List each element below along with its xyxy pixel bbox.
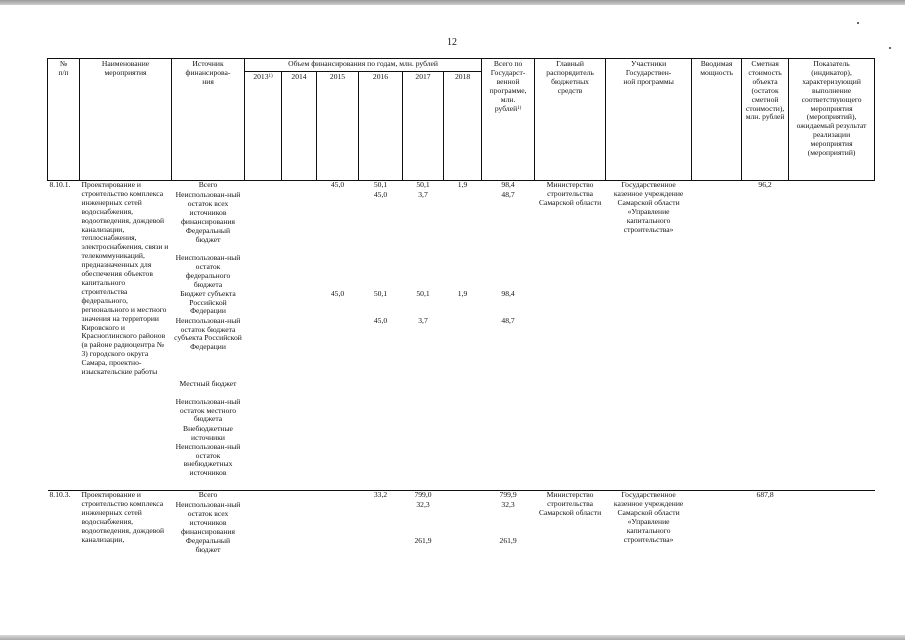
value-2015 <box>317 501 359 537</box>
value-2017 <box>403 443 444 479</box>
value-2013 <box>245 501 282 537</box>
funding-source: Бюджет субъекта Российской Федерации <box>180 289 236 316</box>
value-2018 <box>444 443 482 479</box>
value-2016 <box>359 537 403 555</box>
value-2018 <box>444 491 482 502</box>
funding-source: Неиспользован-ный остаток бюджета субъекта Российской Федерации <box>174 316 242 352</box>
value-total <box>482 398 535 425</box>
budget-manager: Министерство строительства Самарской области <box>535 181 606 479</box>
value-2016 <box>359 443 403 479</box>
value-2016: 45,0 <box>373 191 388 199</box>
table-row <box>48 491 875 502</box>
value-2018 <box>444 317 482 380</box>
value-2015 <box>317 317 359 380</box>
value-2015: 45,0 <box>330 289 345 298</box>
capacity-cell <box>692 181 742 479</box>
value-2017 <box>403 254 444 290</box>
scan-speck <box>857 22 859 24</box>
header-manager: Главный распорядитель бюджетных средств <box>535 59 606 181</box>
value-2018 <box>444 398 482 425</box>
value-2013 <box>245 491 282 502</box>
value-2017 <box>403 380 444 398</box>
value-2013 <box>245 443 282 479</box>
value-2017: 32,3 <box>416 501 430 510</box>
value-2017: 3,7 <box>418 191 428 199</box>
value-2013 <box>245 425 282 443</box>
value-2015 <box>317 380 359 398</box>
row-gap <box>48 478 875 491</box>
header-year: 2017 <box>403 72 444 181</box>
value-2015 <box>317 191 359 227</box>
row-number: 8.10.1. <box>48 181 80 479</box>
value-2015 <box>317 398 359 425</box>
value-total: 98,4 <box>501 289 515 298</box>
value-2017: 50,1 <box>416 289 430 298</box>
value-2013 <box>245 317 282 380</box>
value-total: 48,7 <box>501 316 515 325</box>
header-participants: Участники Государствен- ной программы <box>606 59 692 181</box>
value-2013 <box>245 254 282 290</box>
value-2014 <box>282 537 317 555</box>
funding-source: Внебюджетные источники <box>183 424 233 442</box>
header-name: Наименование мероприятия <box>80 59 172 181</box>
header-capacity: Вводимая мощность <box>692 59 742 181</box>
indicator-cell <box>789 181 875 479</box>
value-2018 <box>444 191 482 227</box>
funding-source: Неиспользован-ный остаток всех источников финансирования <box>175 501 241 536</box>
value-total <box>482 425 535 443</box>
value-2015 <box>317 425 359 443</box>
value-total <box>482 380 535 398</box>
value-total: 32,3 <box>501 501 515 510</box>
header-funding: Объем финансирования по годам, млн. рублей <box>245 59 482 72</box>
value-2016: 33,2 <box>359 491 403 502</box>
capacity-cell <box>692 491 742 556</box>
value-2018 <box>444 254 482 290</box>
value-2013 <box>245 181 282 192</box>
budget-manager: Министерство строительства Самарской области <box>535 491 606 556</box>
program-participants: Государственное казенное учреждение Самарской области «Управление капитального строительства» <box>606 491 692 556</box>
header-estimate: Сметная стоимость объекта (остаток сметной стоимости), млн. рублей <box>742 59 789 181</box>
value-2017: 799,0 <box>403 491 444 502</box>
table-row <box>48 181 875 192</box>
value-2016: 45,0 <box>373 316 388 325</box>
value-2016 <box>359 501 403 537</box>
value-2018 <box>444 227 482 254</box>
value-2017 <box>403 425 444 443</box>
value-2015 <box>317 537 359 555</box>
value-2015 <box>317 491 359 502</box>
value-2014 <box>282 191 317 227</box>
value-2016 <box>359 425 403 443</box>
scan-edge-top <box>0 0 905 5</box>
value-2014 <box>282 227 317 254</box>
value-2015 <box>317 227 359 254</box>
funding-source: Федеральный бюджет <box>185 537 231 555</box>
header-year: 2013$^{1)}$ <box>245 72 282 181</box>
value-2014 <box>282 425 317 443</box>
row-gap-cell <box>48 478 875 491</box>
funding-source: Неиспользован-ный остаток федерального бюджета <box>175 254 241 289</box>
value-2018: 1,9 <box>457 289 468 298</box>
value-2014 <box>282 501 317 537</box>
value-2016: 50,1 <box>359 181 403 192</box>
value-2016: 50,1 <box>373 289 388 298</box>
funding-source: Всего <box>172 491 245 502</box>
value-2018 <box>444 501 482 537</box>
value-2017: 50,1 <box>403 181 444 192</box>
indicator-cell <box>789 491 875 556</box>
value-2014 <box>282 491 317 502</box>
funding-table <box>47 58 875 555</box>
funding-source: Местный бюджет <box>179 379 237 388</box>
value-2014 <box>282 317 317 380</box>
value-total <box>482 443 535 479</box>
value-2016 <box>359 398 403 425</box>
row-number: 8.10.3. <box>48 491 80 556</box>
value-total: 261,9 <box>499 537 517 546</box>
value-2014 <box>282 443 317 479</box>
value-2013 <box>245 191 282 227</box>
funding-source: Неиспользован-ный остаток внебюджетных источников <box>175 442 241 478</box>
header-year: 2018 <box>444 72 482 181</box>
value-total: 98,4 <box>482 181 535 192</box>
value-2014 <box>282 398 317 425</box>
value-2014 <box>282 254 317 290</box>
program-participants: Государственное казенное учреждение Самарской области «Управление капитального строительства» <box>606 181 692 479</box>
header-year: 2016 <box>359 72 403 181</box>
value-2015 <box>317 254 359 290</box>
value-total <box>482 254 535 290</box>
funding-source: Неиспользован-ный остаток всех источников финансирования <box>175 191 241 226</box>
scan-speck <box>889 47 891 49</box>
value-2014 <box>282 380 317 398</box>
table-body <box>48 181 875 556</box>
value-2017: 3,7 <box>418 316 428 325</box>
header-year: 2015 <box>317 72 359 181</box>
value-2017: 261,9 <box>414 537 432 546</box>
value-2013 <box>245 227 282 254</box>
value-2018 <box>444 425 482 443</box>
measure-name: Проектирование и строительство комплекса инженерных сетей водоснабжения, водоотведения, дождевой канализации, <box>80 491 172 556</box>
value-total: 799,9 <box>482 491 535 502</box>
value-2016 <box>359 380 403 398</box>
header-total: Всего по Государст- венной программе, млн. рублей$^{1)}$ <box>482 59 535 181</box>
estimate-cost: 687,8 <box>742 491 789 556</box>
value-2017 <box>403 227 444 254</box>
value-2016 <box>359 254 403 290</box>
value-2013 <box>245 537 282 555</box>
value-2013 <box>245 290 282 317</box>
value-2018: 1,9 <box>444 181 482 192</box>
scan-edge-bottom <box>0 635 905 640</box>
value-2018 <box>444 537 482 555</box>
funding-source: Федеральный бюджет <box>185 227 231 244</box>
value-2014 <box>282 181 317 192</box>
header-no: № п/п <box>48 59 80 181</box>
value-2013 <box>245 380 282 398</box>
value-2014 <box>282 290 317 317</box>
header-source: Источник финансирова- ния <box>172 59 245 181</box>
header-year: 2014 <box>282 72 317 181</box>
value-2016 <box>359 227 403 254</box>
page-number: 12 <box>447 37 457 48</box>
value-2018 <box>444 380 482 398</box>
value-total: 48,7 <box>501 191 515 199</box>
header-indicator: Показатель (индикатор), характеризующий выполнение соответствующего мероприятия (мероприятий), ожидаемый результат реализации мероприятия (мероприятий) <box>789 59 875 181</box>
measure-name: Проектирование и строительство комплекса инженерных сетей водоснабжения, водоотведения, дождевой канализации, теплоснабжения, электроснабжения, связи и телекоммуникаций, предназначенных для обеспечения объектов капитального строительства федерального, регионального и местного значения на территории Кировского и Красноглинского районов (в районе радиоцентра № 3) городского округа Самара, проектно-изыскательские работы <box>80 181 172 479</box>
value-2015 <box>317 443 359 479</box>
funding-source: Всего <box>172 181 245 192</box>
value-total <box>482 227 535 254</box>
value-2017 <box>403 398 444 425</box>
estimate-cost: 96,2 <box>742 181 789 479</box>
value-2015: 45,0 <box>317 181 359 192</box>
funding-source: Неиспользован-ный остаток местного бюджета <box>175 397 241 424</box>
value-2013 <box>245 398 282 425</box>
